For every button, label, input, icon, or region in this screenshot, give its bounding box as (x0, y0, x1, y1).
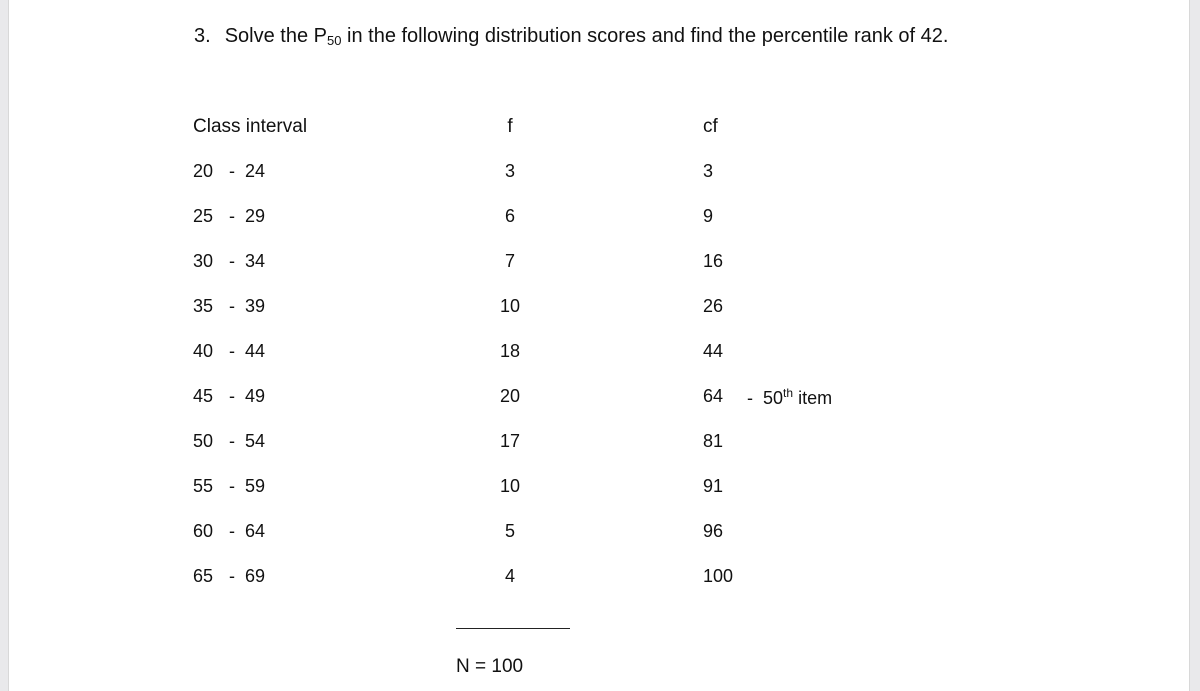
cumulative-frequency-cell: 3 (703, 161, 714, 181)
table-row (9, 206, 1189, 232)
question-text-before: Solve the P (224, 25, 327, 47)
table-row (9, 566, 1189, 592)
document-page (8, 0, 1190, 691)
class-upper: 54 (245, 431, 266, 451)
class-upper: 24 (245, 161, 266, 181)
cumulative-frequency-cell: 100 (703, 566, 734, 586)
table-row (9, 341, 1189, 367)
cumulative-frequency-cell: 9 (703, 206, 714, 226)
sum-rule (456, 628, 570, 629)
cumulative-frequency-cell: 96 (703, 521, 724, 541)
frequency-cell: 4 (504, 566, 515, 586)
class-dash: - (229, 431, 235, 451)
class-lower: 35 (193, 296, 214, 316)
frequency-cell: 6 (504, 206, 515, 226)
table-row (9, 476, 1189, 502)
table-row (9, 161, 1189, 187)
class-dash: - (229, 341, 235, 361)
table-row (9, 386, 1189, 412)
class-upper: 39 (245, 296, 266, 316)
header-class-interval: Class interval (193, 116, 308, 137)
class-upper: 29 (245, 206, 266, 226)
class-lower: 65 (193, 566, 214, 586)
note-number: 50 (763, 388, 784, 408)
class-lower: 60 (193, 521, 214, 541)
class-dash: - (229, 521, 235, 541)
class-dash: - (229, 386, 235, 406)
class-lower: 45 (193, 386, 214, 406)
class-dash: - (229, 296, 235, 316)
frequency-cell: 18 (499, 341, 521, 361)
cumulative-frequency-cell: 64 (703, 386, 724, 406)
class-dash: - (229, 566, 235, 586)
class-upper: 69 (245, 566, 266, 586)
class-lower: 30 (193, 251, 214, 271)
class-upper: 44 (245, 341, 266, 361)
note-dash: - (747, 388, 753, 408)
class-lower: 50 (193, 431, 214, 451)
header-cf: cf (703, 116, 718, 137)
table-row (9, 431, 1189, 457)
note-text: item (793, 388, 833, 408)
question-text (194, 25, 948, 48)
cumulative-frequency-cell: 44 (703, 341, 724, 361)
class-lower: 20 (193, 161, 214, 181)
class-dash: - (229, 161, 235, 181)
header-f: f (507, 116, 513, 137)
frequency-cell: 10 (499, 476, 521, 496)
cumulative-frequency-cell: 91 (703, 476, 724, 496)
class-dash: - (229, 206, 235, 226)
table-row (9, 521, 1189, 547)
question-text-after: in the following distribution scores and find the percentile rank of 42. (341, 25, 949, 47)
class-lower: 25 (193, 206, 214, 226)
frequency-cell: 3 (504, 161, 515, 181)
question-number: 3. (194, 25, 211, 47)
note-superscript: th (783, 386, 794, 400)
class-dash: - (229, 251, 235, 271)
median-item-note (747, 386, 832, 409)
class-dash: - (229, 476, 235, 496)
class-upper: 64 (245, 521, 266, 541)
cumulative-frequency-cell: 81 (703, 431, 724, 451)
table-row (9, 251, 1189, 277)
frequency-cell: 7 (504, 251, 515, 271)
class-upper: 59 (245, 476, 266, 496)
frequency-cell: 5 (504, 521, 515, 541)
frequency-cell: 10 (499, 296, 521, 316)
table-row (9, 296, 1189, 322)
class-lower: 55 (193, 476, 214, 496)
cumulative-frequency-cell: 16 (703, 251, 724, 271)
class-upper: 34 (245, 251, 266, 271)
class-upper: 49 (245, 386, 266, 406)
frequency-cell: 20 (499, 386, 521, 406)
total-n: N = 100 (456, 656, 524, 677)
cumulative-frequency-cell: 26 (703, 296, 724, 316)
question-subscript: 50 (326, 33, 342, 48)
frequency-cell: 17 (499, 431, 521, 451)
class-lower: 40 (193, 341, 214, 361)
